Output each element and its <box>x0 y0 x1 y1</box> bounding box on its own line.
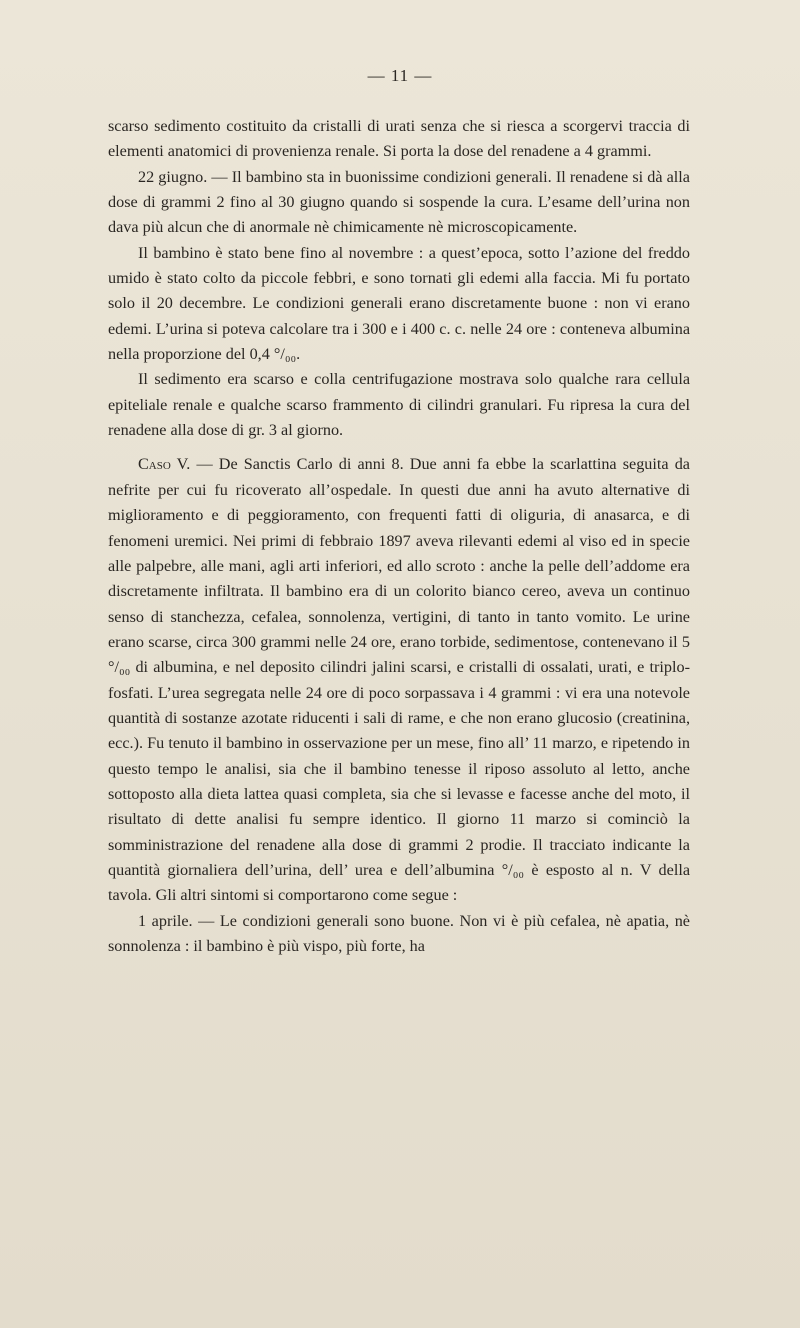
paragraph: scarso sedimento costituito da cristalli di urati senza che si riesca a scorgervi traccia di elementi anatomici di provenienza renale. Si porta la dose del renadene a 4 grammi. <box>108 117 690 161</box>
body-text <box>108 114 690 959</box>
paragraph: 22 giugno. — Il bambino sta in buonissime condizioni generali. Il renadene si dà alla dose di grammi 2 fino al 30 giugno quando si sospende la cura. L’esame dell’urina non dava più alcun che di anormale nè chimicamente nè microscopicamente. <box>108 167 690 237</box>
paragraph: Il bambino è stato bene fino al novembre : a quest’epoca, sotto l’azione del freddo umido è stato colto da piccole febbri, e sono tornati gli edemi alla faccia. Mi fu portato solo il 20 decembre. Le condizioni generali erano discretamente buone : non vi erano edemi. L’urina si poteva calcolare tra i 300 e i 400 c. c. nelle 24 ore : conteneva albumina nella proporzione del 0,4 °/₀₀. <box>108 243 690 364</box>
paragraph: Il sedimento era scarso e colla centrifugazione mostrava solo qualche rara cellula epiteliale renale e qualche scarso frammento di cilindri granulari. Fu ripresa la cura del renadene alla dose di gr. 3 al giorno. <box>108 370 690 440</box>
case-label: Caso V. <box>138 455 191 474</box>
paragraph: 1 aprile. — Le condizioni generali sono buone. Non vi è più cefalea, nè apatia, nè sonnolenza : il bambino è più vispo, più forte, ha <box>108 911 690 955</box>
case-paragraph <box>108 452 690 908</box>
case-text: — De Sanctis Carlo di anni 8. Due anni fa ebbe la scarlattina seguita da nefrite per cui fu ricoverato all’ospedale. In questi due anni ha avuto alternative di miglioramento e di peggioramento, con frequenti fatti di oliguria, di anasarca, e di fenomeni uremici. Nei primi di febbraio 1897 aveva rilevanti edemi al viso ed in specie alle palpebre, alle mani, agli arti inferiori, ed allo scroto : anche la pelle dell’addome era discretamente infiltrata. Il bambino era di un colorito bianco cereo, aveva un continuo senso di stanchezza, cefalea, sonnolenza, vertigini, di tanto in tanto vomito. Le urine erano scarse, circa 300 grammi nelle 24 ore, erano torbide, sedimentose, contenevano il 5 °/₀₀ di albumina, e nel deposito cilindri jalini scarsi, e cristalli di ossalati, urati, e triplo-fosfati. L’urea segregata nelle 24 ore di poco sorpassava i 4 grammi : vi era una notevole quantità di sostanze azotate riducenti i sali di rame, e che non erano glucosio (creatinina, ecc.). Fu tenuto il bambino in osservazione per un mese, fino all’ 11 marzo, e ripetendo in questo tempo le analisi, sia che il bambino tenesse il riposo assoluto al letto, anche sottoposto alla dieta lattea quasi completa, sia che si levasse e facesse anche del moto, il risultato di dette analisi fu sempre identico. Il giorno 11 marzo si cominciò la somministrazione del renadene alla dose di grammi 2 prodie. Il tracciato indicante la quantità giornaliera dell’urina, dell’ urea e dell’albumina °/₀₀ è esposto al n. V della tavola. Gli altri sintomi si comportarono come segue : <box>108 455 690 905</box>
page-number: — 11 — <box>367 66 433 85</box>
